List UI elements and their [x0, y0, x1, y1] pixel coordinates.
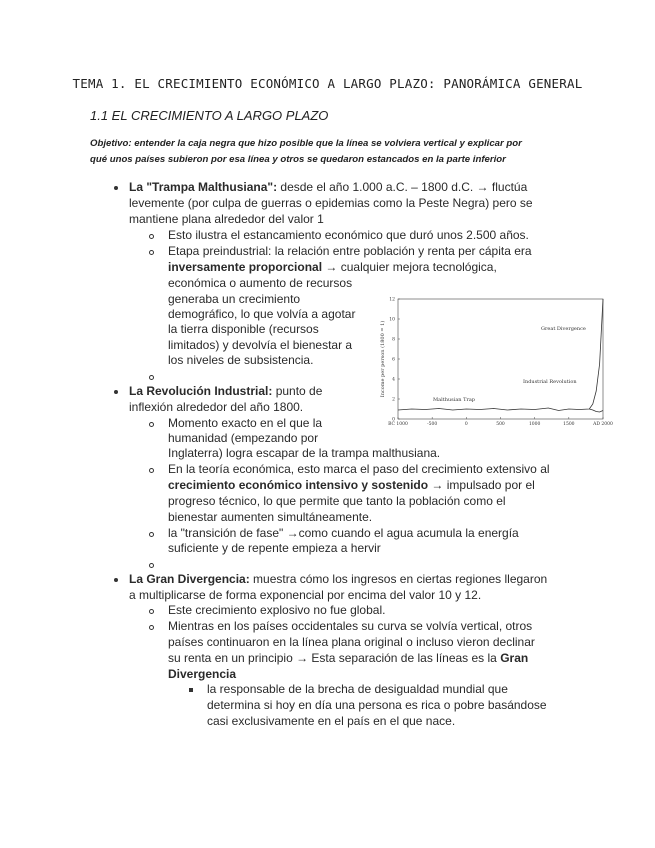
divergence-sub-1: Este crecimiento explosivo no fue global.: [168, 603, 386, 617]
sub-bullet-icon: [149, 375, 154, 380]
bullet-icon: [114, 578, 118, 582]
malthus-sub-2-line-2: inversamente proporcional → cualquier mejora tecnológica,: [168, 260, 497, 274]
malthus-sub-2-line-3: económica o aumento de recursos: [168, 276, 353, 290]
malthus-sub-1: Esto ilustra el estancamiento económico que duró unos 2.500 años.: [168, 228, 529, 242]
chart-x-tick-label: 1000: [528, 422, 541, 427]
square-bullet-icon: [189, 688, 193, 692]
document-title: TEMA 1. EL CRECIMIENTO ECONÓMICO A LARGO PLAZO: PANORÁMICA GENERAL: [72, 76, 583, 91]
industrial-sub-2-line-4: bienestar aumenten simultáneamente.: [168, 510, 373, 524]
chart-y-tick-label: 4: [392, 377, 395, 383]
sub-bullet-icon: [149, 422, 154, 427]
income-chart: [378, 293, 613, 435]
chart-x-tick-label: 0: [464, 422, 468, 427]
malthus-sub-2-line-8: los niveles de subsistencia.: [168, 353, 314, 367]
malthus-line-2: levemente (por culpa de guerras o epidemias como la Peste Negra) pero se: [129, 196, 533, 210]
sub-bullet-icon: [149, 625, 154, 630]
divergence-line-2: a multiplicarse de forma exponencial por encima del valor 10 y 12.: [129, 588, 482, 602]
chart-annotation-malthusian-trap: Malthusian Trap: [433, 397, 476, 403]
divergence-sub-2-line-3: su renta en un principio → Esta separación de las líneas es la Gran: [168, 651, 529, 665]
industrial-sub-1-line-1: Momento exacto en el que la: [168, 416, 323, 430]
industrial-sub-2-line-1: En la teoría económica, esto marca el paso del crecimiento extensivo al: [168, 462, 550, 476]
section-heading: 1.1 EL CRECIMIENTO A LARGO PLAZO: [90, 108, 329, 123]
industrial-sub-2-line-3: progreso técnico, lo que permite que tanto la población como el: [168, 494, 506, 508]
divergence-line-1: La Gran Divergencia: muestra cómo los ingresos en ciertas regiones llegaron: [129, 572, 548, 586]
malthus-line-1: La "Trampa Malthusiana": desde el año 1.000 a.C. – 1800 d.C. → fluctúa: [129, 180, 528, 194]
chart-ylabel: Income per person (1800 = 1): [380, 320, 386, 398]
malthus-sub-2-line-4: generaba un crecimiento: [168, 292, 301, 306]
industrial-sub-1-line-3: Inglaterra) logra escapar de la trampa malthusiana.: [168, 446, 441, 460]
industrial-line-1: La Revolución Industrial: punto de: [129, 384, 323, 398]
industrial-sub-3-line-2: suficiente y de repente empieza a hervir: [168, 541, 381, 555]
chart-series-poor: [589, 409, 603, 412]
malthus-sub-2-line-6: la tierra disponible (recursos: [168, 322, 319, 336]
sub-bullet-icon: [149, 468, 154, 473]
objective-text: Objetivo: entender la caja negra que hizo posible que la línea se volviera vertical y explicar por qué unos países subieron por esa línea y otros se quedaron estancados en la parte inferior: [90, 138, 522, 165]
chart-y-tick-label: 10: [389, 317, 395, 323]
industrial-sub-3-line-1: la "transición de fase" →como cuando el agua acumula la energía: [168, 526, 519, 540]
malthus-line-3: mantiene plana alrededor del valor 1: [129, 212, 324, 226]
divergence-sub-3-line-1: la responsable de la brecha de desigualdad mundial que: [207, 682, 508, 696]
malthus-sub-2-line-7: limitados) y devolvía el bienestar a: [168, 338, 353, 352]
sub-bullet-icon: [149, 532, 154, 537]
divergence-sub-3-line-2: determina si hoy en día una persona es rica o pobre basándose: [207, 698, 547, 712]
sub-bullet-icon: [149, 563, 154, 568]
industrial-sub-2-line-2: crecimiento económico intensivo y sostenido → impulsado por el: [168, 478, 535, 492]
chart-y-tick-label: 0: [392, 417, 395, 423]
sub-bullet-icon: [149, 250, 154, 255]
industrial-line-2: inflexión alrededor del año 1800.: [129, 400, 304, 414]
sub-bullet-icon: [149, 609, 154, 614]
divergence-sub-2-line-1: Mientras en los países occidentales su curva se volvía vertical, otros: [168, 619, 533, 633]
chart-x-tick-label: AD 2000: [593, 422, 613, 427]
bullet-icon: [114, 390, 118, 394]
divergence-sub-2-line-2: países continuaron en la línea plana original o incluso vieron declinar: [168, 635, 535, 649]
malthus-sub-2-line-1: Etapa preindustrial: la relación entre población y renta per cápita era: [168, 244, 532, 258]
bullet-icon: [114, 186, 118, 190]
malthus-sub-2-line-5: demográfico, lo que volvía a agotar: [168, 307, 356, 321]
divergence-sub-3-line-3: casi exclusivamente en el país en el que nace.: [207, 714, 456, 728]
divergence-sub-2-line-4: Divergencia: [168, 667, 237, 681]
chart-annotation-great-divergence: Great Divergence: [541, 326, 586, 332]
chart-y-tick-label: 2: [392, 397, 395, 403]
chart-x-tick-label: 1500: [563, 422, 575, 427]
sub-bullet-icon: [149, 234, 154, 239]
chart-y-tick-label: 6: [392, 357, 395, 363]
chart-series-rich: [398, 299, 603, 411]
chart-y-tick-label: 12: [389, 297, 395, 303]
chart-x-tick-label: -500: [427, 422, 438, 427]
chart-annotation-industrial-revolution: Industrial Revolution: [523, 379, 577, 385]
chart-frame: [398, 299, 603, 419]
industrial-sub-1-line-2: humanidad (empezando por: [168, 431, 319, 445]
chart-x-tick-label: 500: [496, 422, 505, 427]
chart-y-tick-label: 8: [392, 337, 395, 343]
chart-x-tick-label: BC 1000: [388, 422, 408, 427]
